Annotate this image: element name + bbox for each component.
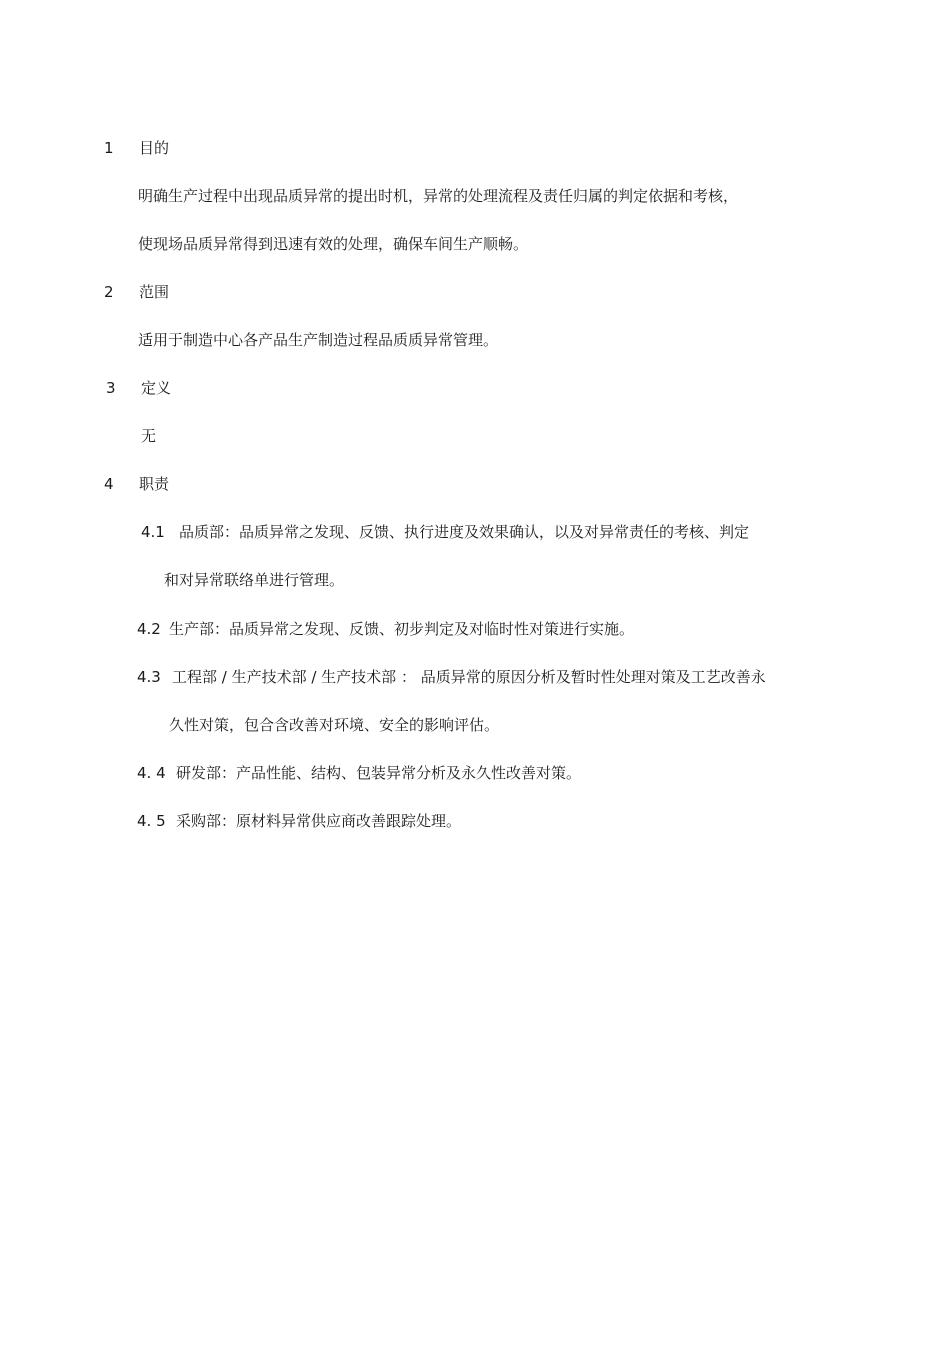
section-title-definition: 定义 bbox=[141, 379, 172, 397]
duty-number: 4.3 bbox=[137, 668, 161, 686]
duty-number: 4. 4 bbox=[137, 764, 166, 782]
duty-purchasing-line-1: 采购部：原材料异常供应商改善跟踪处理。 bbox=[176, 812, 462, 830]
purpose-text-line-1: 明确生产过程中出现品质异常的提出时机，异常的处理流程及责任归属的判定依据和考核， bbox=[138, 187, 739, 205]
duty-quality-line-2: 和对异常联络单进行管理。 bbox=[164, 571, 345, 589]
duty-quality-line-1: 品质部：品质异常之发现、反馈、执行进度及效果确认，以及对异常责任的考核、判定 bbox=[179, 523, 750, 541]
section-number: 3 bbox=[106, 379, 116, 397]
duty-number: 4.1 bbox=[141, 523, 165, 541]
section-number: 4 bbox=[104, 475, 114, 493]
duty-engineering-line-2: 久性对策，包合含改善对环境、安全的影响评估。 bbox=[169, 716, 500, 734]
section-title-duties: 职责 bbox=[139, 475, 170, 493]
section-title-purpose: 目的 bbox=[139, 139, 170, 157]
purpose-text-line-2: 使现场品质异常得到迅速有效的处理，确保车间生产顺畅。 bbox=[138, 235, 529, 253]
duty-production-line-1: 生产部：品质异常之发现、反馈、初步判定及对临时性对策进行实施。 bbox=[169, 620, 635, 638]
duty-number: 4.2 bbox=[137, 620, 161, 638]
duty-rnd-line-1: 研发部：产品性能、结构、包装异常分析及永久性改善对策。 bbox=[176, 764, 582, 782]
duty-number: 4. 5 bbox=[137, 812, 166, 830]
duty-engineering-line-1: 工程部 / 生产技术部 / 生产技术部 ： 品质异常的原因分析及暂时性处理对策及工艺改善永 bbox=[172, 668, 766, 686]
section-number: 2 bbox=[104, 283, 114, 301]
scope-text: 适用于制造中心各产品生产制造过程品质质异常管理。 bbox=[138, 331, 499, 349]
definition-text: 无 bbox=[141, 427, 157, 445]
section-title-scope: 范围 bbox=[139, 283, 170, 301]
section-number: 1 bbox=[104, 139, 114, 157]
